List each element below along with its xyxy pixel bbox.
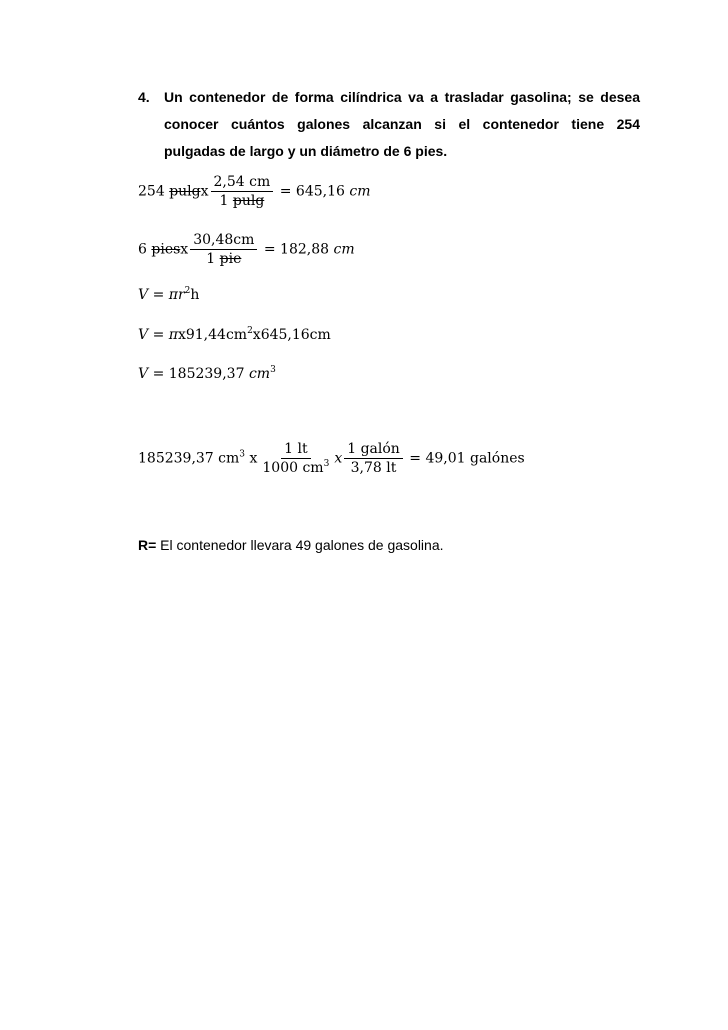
- conv2-equals: =: [263, 241, 276, 258]
- subst-pi: π: [168, 327, 178, 343]
- conv2-times: x: [180, 241, 189, 258]
- conv2-result: 182,88: [280, 241, 330, 258]
- question-line-2: conocer cuántos galones alcanzan si el contenedor tiene 254: [164, 116, 640, 132]
- conv1-numerator: 2,54 cm: [211, 174, 274, 192]
- formula-pi: π: [168, 287, 178, 303]
- gal-fraction-2: [344, 441, 403, 476]
- volume-value: 185239,37: [168, 366, 245, 382]
- volume-substitution: [138, 327, 331, 343]
- conv1-result: 645,16: [295, 183, 345, 200]
- volume-lhs: V: [138, 366, 149, 382]
- conv2-unit: pies: [151, 241, 181, 258]
- gal-frac2-den: 3,78 lt: [350, 460, 397, 476]
- conv1-denominator: [216, 192, 267, 209]
- subst-exp: 2: [247, 326, 253, 336]
- question-line-3: pulgadas de largo y un diámetro de 6 pies.: [164, 143, 448, 159]
- conv2-fraction: [190, 232, 257, 267]
- gal-exp: 3: [239, 449, 246, 460]
- gal-frac2-num: 1 galón: [344, 441, 403, 459]
- conv1-result-unit: cm: [349, 183, 371, 200]
- conv1-times: x: [200, 183, 209, 200]
- formula-h: h: [190, 287, 200, 303]
- conv1-fraction: [211, 174, 274, 209]
- conversion-feet-to-cm: [138, 232, 355, 267]
- question-line-1: Un contenedor de forma cilíndrica va a trasladar gasolina; se desea: [164, 89, 640, 105]
- formula-exp: 2: [184, 286, 191, 296]
- conv2-value: 6: [138, 241, 147, 258]
- formula-equals: =: [152, 287, 165, 303]
- answer-label: R=: [138, 537, 157, 553]
- conv2-den-value: 1: [206, 251, 216, 267]
- volume-equals: =: [152, 366, 165, 382]
- conv1-den-unit: pulg: [232, 193, 265, 209]
- gal-times2: x: [334, 450, 343, 467]
- conversion-inches-to-cm: [138, 174, 370, 209]
- formula-lhs: V: [138, 287, 149, 303]
- conv1-den-value: 1: [219, 193, 229, 209]
- subst-text1: x91,44cm: [177, 327, 248, 343]
- answer-text: El contenedor llevara 49 galones de gasolina.: [156, 537, 444, 553]
- conv2-numerator: 30,48cm: [190, 232, 257, 250]
- gal-result: 49,01 galónes: [425, 450, 525, 467]
- gal-frac1-num: 1 lt: [281, 441, 310, 459]
- conv2-den-unit: pie: [219, 251, 242, 267]
- gal-times1: x: [249, 450, 258, 467]
- gallons-conversion: [138, 441, 525, 476]
- gal-frac1-den: [259, 459, 332, 476]
- gal-equals: =: [409, 450, 421, 467]
- gal-frac1-den-exp: 3: [323, 459, 330, 469]
- answer-line: [138, 537, 444, 553]
- conv2-result-unit: cm: [333, 241, 355, 258]
- volume-unit: cm: [248, 366, 271, 382]
- conv2-denominator: [203, 250, 244, 267]
- conv1-equals: =: [279, 183, 292, 200]
- formula-r: r: [177, 287, 185, 303]
- volume-result: [138, 366, 276, 382]
- question-number: 4.: [138, 89, 150, 105]
- volume-exp: 3: [270, 365, 276, 375]
- gal-frac1-den-text: 1000 cm: [262, 460, 324, 476]
- volume-formula: [138, 287, 199, 303]
- subst-equals: =: [152, 327, 165, 343]
- gal-value: 185239,37 cm: [138, 450, 240, 467]
- conv1-unit: pulg: [169, 183, 201, 200]
- subst-lhs: V: [138, 327, 149, 343]
- subst-text2: x645,16cm: [252, 327, 331, 343]
- conv1-value: 254: [138, 183, 165, 200]
- gal-fraction-1: [259, 441, 332, 476]
